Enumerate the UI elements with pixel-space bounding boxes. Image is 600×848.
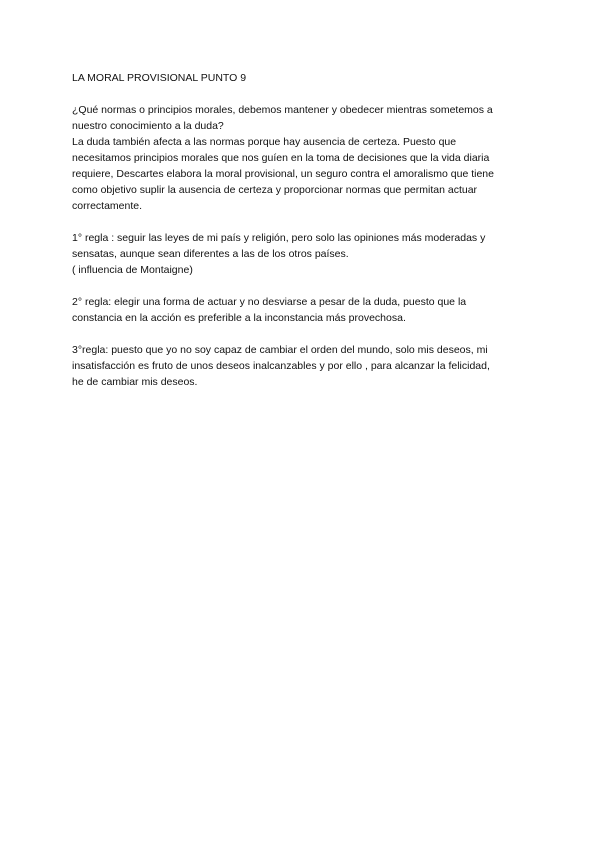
text-line: insatisfacción es fruto de unos deseos inalcanzables y por ello , para alcanzar la felicidad, <box>72 360 490 372</box>
paragraph-rule-1 <box>72 230 532 278</box>
text-line: sensatas, aunque sean diferentes a las de los otros países. <box>72 248 349 260</box>
text-line: nuestro conocimiento a la duda? <box>72 120 224 132</box>
text-line: 1° regla : seguir las leyes de mi país y religión, pero solo las opiniones más moderadas y <box>72 232 486 244</box>
text-line: La duda también afecta a las normas porque hay ausencia de certeza. Puesto que <box>72 136 457 148</box>
paragraph-rule-3 <box>72 342 532 390</box>
text-line: ¿Qué normas o principios morales, debemos mantener y obedecer mientras sometemos a <box>72 104 493 116</box>
text-line: necesitamos principios morales que nos guíen en la toma de decisiones que la vida diaria <box>72 152 490 164</box>
text-line: como objetivo suplir la ausencia de certeza y proporcionar normas que permitan actuar <box>72 184 478 196</box>
text-line: requiere, Descartes elabora la moral provisional, un seguro contra el amoralismo que tiene <box>72 168 494 180</box>
text-line: 3°regla: puesto que yo no soy capaz de cambiar el orden del mundo, solo mis deseos, mi <box>72 344 488 356</box>
text-line: 2° regla: elegir una forma de actuar y no desviarse a pesar de la duda, puesto que la <box>72 296 467 308</box>
paragraph-rule-2 <box>72 294 532 326</box>
text-line: ( influencia de Montaigne) <box>72 264 193 276</box>
document-title: LA MORAL PROVISIONAL PUNTO 9 <box>72 72 247 84</box>
text-line: he de cambiar mis deseos. <box>72 376 198 388</box>
text-line: constancia en la acción es preferible a la inconstancia más provechosa. <box>72 312 406 324</box>
document-body <box>72 70 532 406</box>
paragraph-intro <box>72 102 532 214</box>
text-line: correctamente. <box>72 200 143 212</box>
